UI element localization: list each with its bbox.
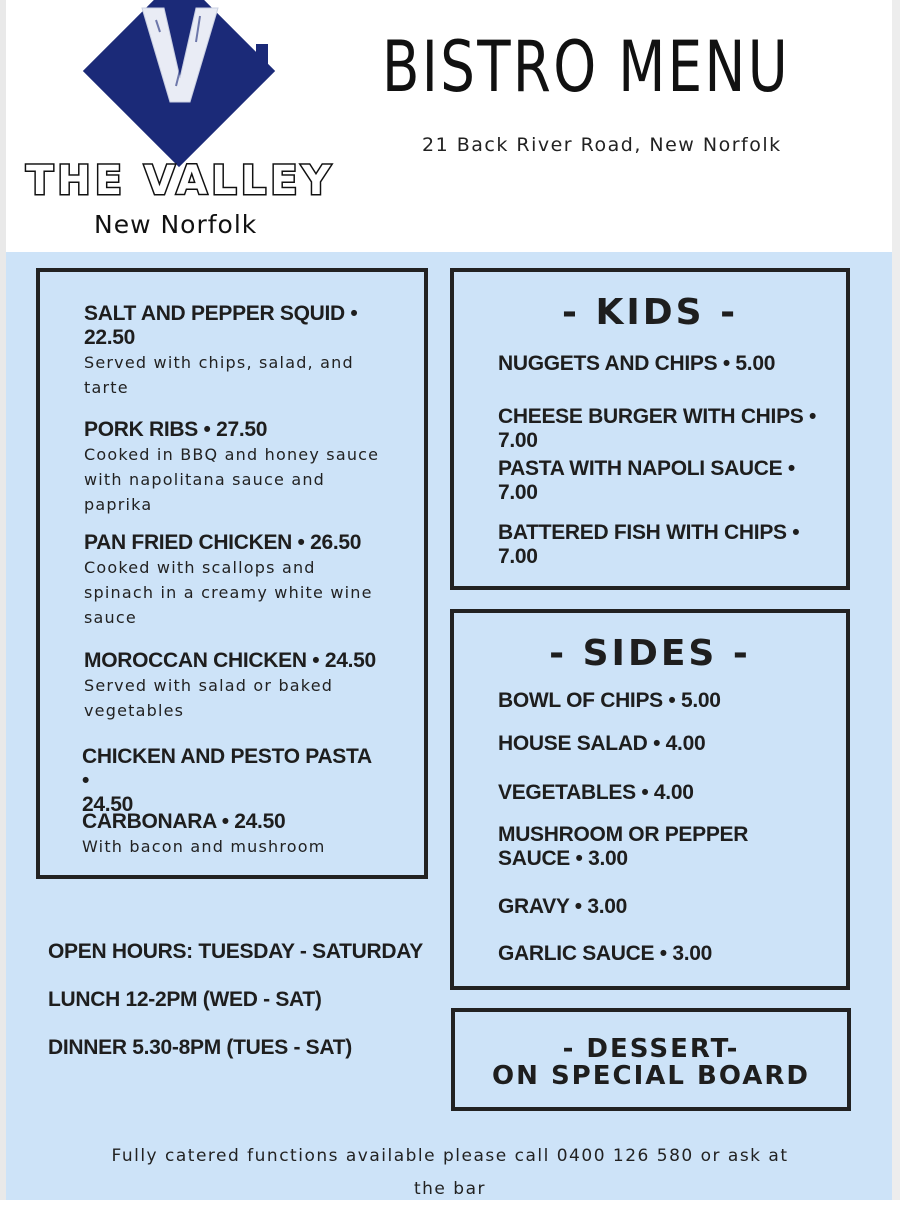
kids-box bbox=[450, 268, 850, 590]
menu-item-desc: spinach in a creamy white wine bbox=[84, 583, 373, 602]
menu-item-desc: vegetables bbox=[84, 701, 185, 720]
brand-location: New Norfolk bbox=[94, 210, 258, 239]
side-item bbox=[498, 895, 818, 919]
menu-item-name: PAN FRIED CHICKEN • 26.50 bbox=[84, 531, 362, 554]
menu-item-name: SALT AND PEPPER SQUID • bbox=[84, 302, 358, 325]
menu-item-name: MOROCCAN CHICKEN • 24.50 bbox=[84, 649, 376, 672]
dessert-note: ON SPECIAL BOARD bbox=[492, 1061, 810, 1091]
menu-item-desc: Cooked in BBQ and honey sauce bbox=[84, 445, 380, 464]
kids-item bbox=[498, 352, 818, 376]
logo-tab bbox=[256, 44, 268, 66]
page-title: BISTRO MENU bbox=[382, 26, 791, 108]
kids-item-price: 7.00 bbox=[498, 429, 538, 452]
menu-item-name: PORK RIBS • 27.50 bbox=[84, 418, 268, 441]
side-item-name: MUSHROOM OR PEPPER bbox=[498, 823, 749, 846]
side-item-name: GRAVY • 3.00 bbox=[498, 895, 628, 918]
menu-item bbox=[82, 745, 382, 817]
side-item-name: HOUSE SALAD • 4.00 bbox=[498, 732, 706, 755]
kids-title: - KIDS - bbox=[561, 292, 739, 333]
menu-item-name: CHICKEN AND PESTO PASTA • bbox=[82, 745, 372, 792]
side-item-name: GARLIC SAUCE • 3.00 bbox=[498, 942, 713, 965]
side-item bbox=[498, 781, 818, 805]
side-item bbox=[498, 732, 818, 756]
kids-item-name: PASTA WITH NAPOLI SAUCE • bbox=[498, 457, 795, 480]
side-item bbox=[498, 942, 818, 966]
menu-item-desc: With bacon and mushroom bbox=[82, 837, 326, 856]
menu-item-desc: with napolitana sauce and bbox=[84, 470, 326, 489]
side-item bbox=[498, 689, 818, 713]
sides-title: - SIDES - bbox=[549, 633, 751, 674]
menu-item-desc: Cooked with scallops and bbox=[84, 558, 316, 577]
dessert-box bbox=[451, 1008, 851, 1111]
menu-item bbox=[82, 810, 382, 859]
address: 21 Back River Road, New Norfolk bbox=[422, 134, 782, 156]
menu-item-price: 22.50 bbox=[84, 326, 136, 349]
kids-item-price: 7.00 bbox=[498, 481, 538, 504]
menu-item-desc: Served with salad or baked bbox=[84, 676, 334, 695]
menu-item bbox=[84, 649, 384, 723]
menu-item-price: 24.50 bbox=[82, 793, 134, 816]
kids-item bbox=[498, 405, 818, 453]
kids-item-name: CHEESE BURGER WITH CHIPS • bbox=[498, 405, 817, 428]
menu-item bbox=[84, 418, 384, 517]
menu-item-desc: Served with chips, salad, and bbox=[84, 353, 354, 372]
side-item-price: SAUCE • 3.00 bbox=[498, 847, 628, 870]
lunch-hours: LUNCH 12-2PM (WED - SAT) bbox=[48, 988, 322, 1011]
kids-item-price: 7.00 bbox=[498, 545, 538, 568]
sides-box bbox=[450, 609, 850, 990]
footer-line: Fully catered functions available please call 0400 126 580 or ask at bbox=[111, 1146, 789, 1166]
kids-item-name: BATTERED FISH WITH CHIPS • bbox=[498, 521, 800, 544]
logo-v-mark bbox=[136, 2, 224, 106]
open-hours: OPEN HOURS: TUESDAY - SATURDAY bbox=[48, 940, 423, 963]
side-item bbox=[498, 823, 818, 871]
dessert-title: - DESSERT- bbox=[562, 1034, 740, 1064]
menu-header bbox=[6, 0, 892, 252]
footer-line: the bar bbox=[413, 1179, 486, 1199]
side-item-name: VEGETABLES • 4.00 bbox=[498, 781, 694, 804]
side-item-name: BOWL OF CHIPS • 5.00 bbox=[498, 689, 721, 712]
menu-item bbox=[84, 531, 384, 630]
dinner-hours: DINNER 5.30-8PM (TUES - SAT) bbox=[48, 1036, 352, 1059]
footer-note bbox=[100, 1140, 800, 1206]
menu-item-desc: paprika bbox=[84, 495, 153, 514]
kids-item bbox=[498, 457, 818, 505]
menu-item bbox=[84, 302, 384, 400]
main-menu-box bbox=[36, 268, 428, 879]
menu-item-desc: tarte bbox=[84, 378, 129, 397]
kids-item bbox=[498, 521, 818, 569]
menu-item-name: CARBONARA • 24.50 bbox=[82, 810, 286, 833]
menu-item-desc: sauce bbox=[84, 608, 137, 627]
kids-item-name: NUGGETS AND CHIPS • 5.00 bbox=[498, 352, 776, 375]
page-edge bbox=[892, 0, 900, 1200]
brand-name: THE VALLEY bbox=[26, 158, 335, 204]
